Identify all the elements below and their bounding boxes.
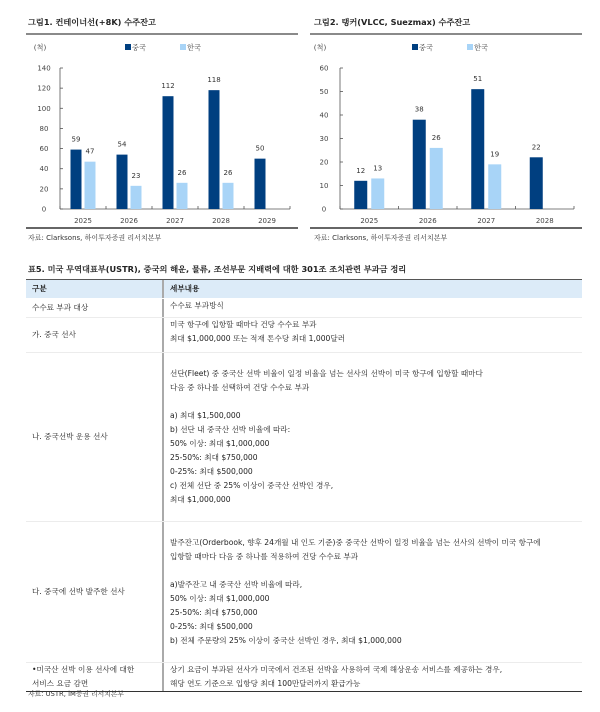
detail-line: c) 전체 선단 중 25% 이상이 중국산 선박인 경우, <box>170 481 334 490</box>
bar-korea <box>177 183 188 209</box>
y-tick-label: 50 <box>319 88 329 96</box>
detail-line: 최대 $1,000,000 <box>170 495 231 504</box>
bar-china <box>163 96 174 209</box>
bar-korea <box>371 178 384 209</box>
table-row <box>26 318 582 353</box>
figure-title: 그림1. 컨테이너선(+8K) 수주잔고 <box>28 17 156 27</box>
x-tick-label: 2027 <box>166 217 184 225</box>
y-tick-label: 0 <box>321 205 327 214</box>
x-tick-label: 2026 <box>418 217 437 225</box>
y-tick-label: 20 <box>39 185 49 194</box>
y-tick-label: 40 <box>39 165 49 174</box>
row-details <box>164 353 582 521</box>
data-label: 50 <box>255 144 265 153</box>
table-title: 표5. 미국 무역대표부(USTR), 중국의 해운, 물류, 조선부문 지배력에 대한 301조 조치관련 부과금 정리 <box>28 264 407 274</box>
header-details: 세부내용 <box>170 284 200 293</box>
row-details <box>164 522 582 662</box>
figure-source: 자료: Clarksons, 하이투자증권 리서치본부 <box>28 234 162 242</box>
y-unit-label: (척) <box>33 43 47 52</box>
blank-line <box>170 395 582 409</box>
y-tick-label: 10 <box>319 182 329 190</box>
data-label: 38 <box>414 105 424 114</box>
detail-line: 입항할 때마다 다음 중 하나를 적용하여 건당 수수료 부과 <box>170 552 359 561</box>
detail-line: 수수료 부과방식 <box>170 301 224 310</box>
figure-tanker-orderbook <box>300 0 600 250</box>
detail-line: 다음 중 하나를 선택하여 건당 수수료 부과 <box>170 383 310 392</box>
x-tick-label: 2028 <box>212 217 230 225</box>
bar-china <box>413 120 426 209</box>
chart-container-ship <box>0 0 300 230</box>
y-tick-label: 60 <box>319 64 329 73</box>
bar-korea <box>430 148 443 209</box>
blank-line <box>170 522 582 536</box>
header-category: 구분 <box>26 280 164 298</box>
bar-china <box>117 155 128 209</box>
bar-china <box>71 150 82 209</box>
detail-line: 발주잔고(Orderbook, 향후 24개월 내 인도 기준)중 중국산 선박이 일정 비율을 넘는 선사의 선박이 미국 항구에 <box>170 538 541 547</box>
blank-line <box>170 507 582 521</box>
detail-line: a)발주잔고 내 중국산 선박 비율에 따라, <box>170 580 303 589</box>
x-tick-label: 2029 <box>258 217 276 225</box>
blank-line <box>170 353 582 367</box>
blank-line <box>170 564 582 578</box>
figure-title: 그림2. 탱커(VLCC, Suezmax) 수주잔고 <box>314 17 471 27</box>
table-row <box>26 522 582 663</box>
y-tick-label: 100 <box>37 104 51 113</box>
bar-korea <box>131 186 142 209</box>
legend-swatch <box>412 44 418 50</box>
category-label: 서비스 요금 감면 <box>32 679 89 688</box>
row-details <box>164 663 582 691</box>
legend-swatch <box>467 44 473 50</box>
detail-line: a) 최대 $1,500,000 <box>170 411 241 420</box>
row-category <box>26 663 164 691</box>
bar-korea <box>223 183 234 209</box>
legend-swatch <box>180 44 186 50</box>
detail-line: 0-25%: 최대 $500,000 <box>170 622 253 631</box>
detail-line: 선단(Fleet) 중 중국산 선박 비율이 일정 비율을 넘는 선사의 선박이 미국 항구에 입항할 때마다 <box>170 369 483 378</box>
bar-china <box>255 159 266 209</box>
detail-line: 25-50%: 최대 $750,000 <box>170 608 258 617</box>
data-label: 23 <box>131 171 141 180</box>
figure-bottom-rule <box>26 227 298 229</box>
x-tick-label: 2025 <box>360 217 379 225</box>
row-category <box>26 522 164 662</box>
data-label: 22 <box>531 143 541 152</box>
data-label: 54 <box>117 140 127 149</box>
row-details <box>164 318 582 352</box>
data-label: 26 <box>177 168 187 177</box>
y-tick-label: 30 <box>319 135 329 143</box>
table-source: 자료: USTR, iM증권 리서치본부 <box>28 690 124 698</box>
legend-label: 한국 <box>187 43 201 52</box>
table-row <box>26 299 582 318</box>
bar-korea <box>488 164 501 209</box>
detail-line: 50% 이상: 최대 $1,000,000 <box>170 439 270 448</box>
bar-china <box>530 157 543 209</box>
y-unit-label: (척) <box>313 43 327 52</box>
figure-bottom-rule <box>310 227 582 229</box>
bar-china <box>471 89 484 209</box>
detail-line: 0-25%: 최대 $500,000 <box>170 467 253 476</box>
detail-line: 25-50%: 최대 $750,000 <box>170 453 258 462</box>
data-label: 12 <box>356 166 366 175</box>
y-tick-label: 40 <box>319 111 329 120</box>
bar-china <box>354 181 367 209</box>
category-label: •미국산 선박 이용 선사에 대한 <box>32 665 135 674</box>
detail-line: 미국 항구에 입항할 때마다 건당 수수료 부과 <box>170 320 317 329</box>
y-tick-label: 140 <box>37 64 51 73</box>
table-header-row <box>26 280 582 299</box>
legend-label: 중국 <box>132 43 146 52</box>
detail-line: 상기 요금이 부과된 선사가 미국에서 건조된 선박을 사용하여 국제 해상운송 서비스를 제공하는 경우, <box>170 665 503 674</box>
category-label: 수수료 부과 대상 <box>32 303 89 312</box>
data-label: 118 <box>207 76 221 85</box>
detail-line: 해당 연도 기준으로 입항당 최대 100만달러까지 환급가능 <box>170 679 361 688</box>
legend-label: 중국 <box>419 43 433 52</box>
figure-source: 자료: Clarksons, 하이투자증권 리서치본부 <box>314 234 448 242</box>
x-tick-label: 2026 <box>120 217 138 225</box>
data-label: 26 <box>431 133 441 142</box>
y-tick-label: 20 <box>319 158 329 167</box>
category-label: 나. 중국선박 운용 선사 <box>32 432 108 441</box>
y-tick-label: 0 <box>41 205 47 214</box>
row-category <box>26 353 164 521</box>
detail-line: b) 선단 내 중국산 선박 비율에 따라: <box>170 425 291 434</box>
row-category <box>26 318 164 352</box>
table-row <box>26 663 582 691</box>
data-label: 47 <box>85 147 95 156</box>
detail-line: b) 전체 주문량의 25% 이상이 중국산 선박인 경우, 최대 $1,000,000 <box>170 636 402 645</box>
legend-swatch <box>125 44 131 50</box>
row-details <box>164 299 582 317</box>
data-label: 59 <box>71 135 81 144</box>
detail-line: 최대 $1,000,000 또는 적재 톤수당 최대 1,000달러 <box>170 334 346 343</box>
fee-table <box>26 279 582 692</box>
y-tick-label: 120 <box>37 84 51 93</box>
data-label: 26 <box>223 168 233 177</box>
row-category <box>26 299 164 317</box>
data-label: 51 <box>473 75 483 84</box>
data-label: 13 <box>373 164 383 173</box>
x-tick-label: 2028 <box>535 217 554 225</box>
data-label: 19 <box>490 150 500 159</box>
x-tick-label: 2025 <box>74 217 92 225</box>
x-tick-label: 2027 <box>477 217 496 225</box>
bar-korea <box>85 162 96 209</box>
category-label: 가. 중국 선사 <box>32 330 76 339</box>
y-tick-label: 80 <box>39 124 49 133</box>
chart-tanker <box>300 0 600 230</box>
detail-line: 50% 이상: 최대 $1,000,000 <box>170 594 270 603</box>
category-label: 다. 중국에 선박 발주한 선사 <box>32 587 125 596</box>
blank-line <box>170 648 582 662</box>
table-row <box>26 353 582 522</box>
figure-container-ship-orderbook <box>0 0 300 250</box>
data-label: 112 <box>161 82 175 91</box>
y-tick-label: 60 <box>39 145 49 154</box>
bar-china <box>209 90 220 209</box>
legend-label: 한국 <box>474 43 488 52</box>
